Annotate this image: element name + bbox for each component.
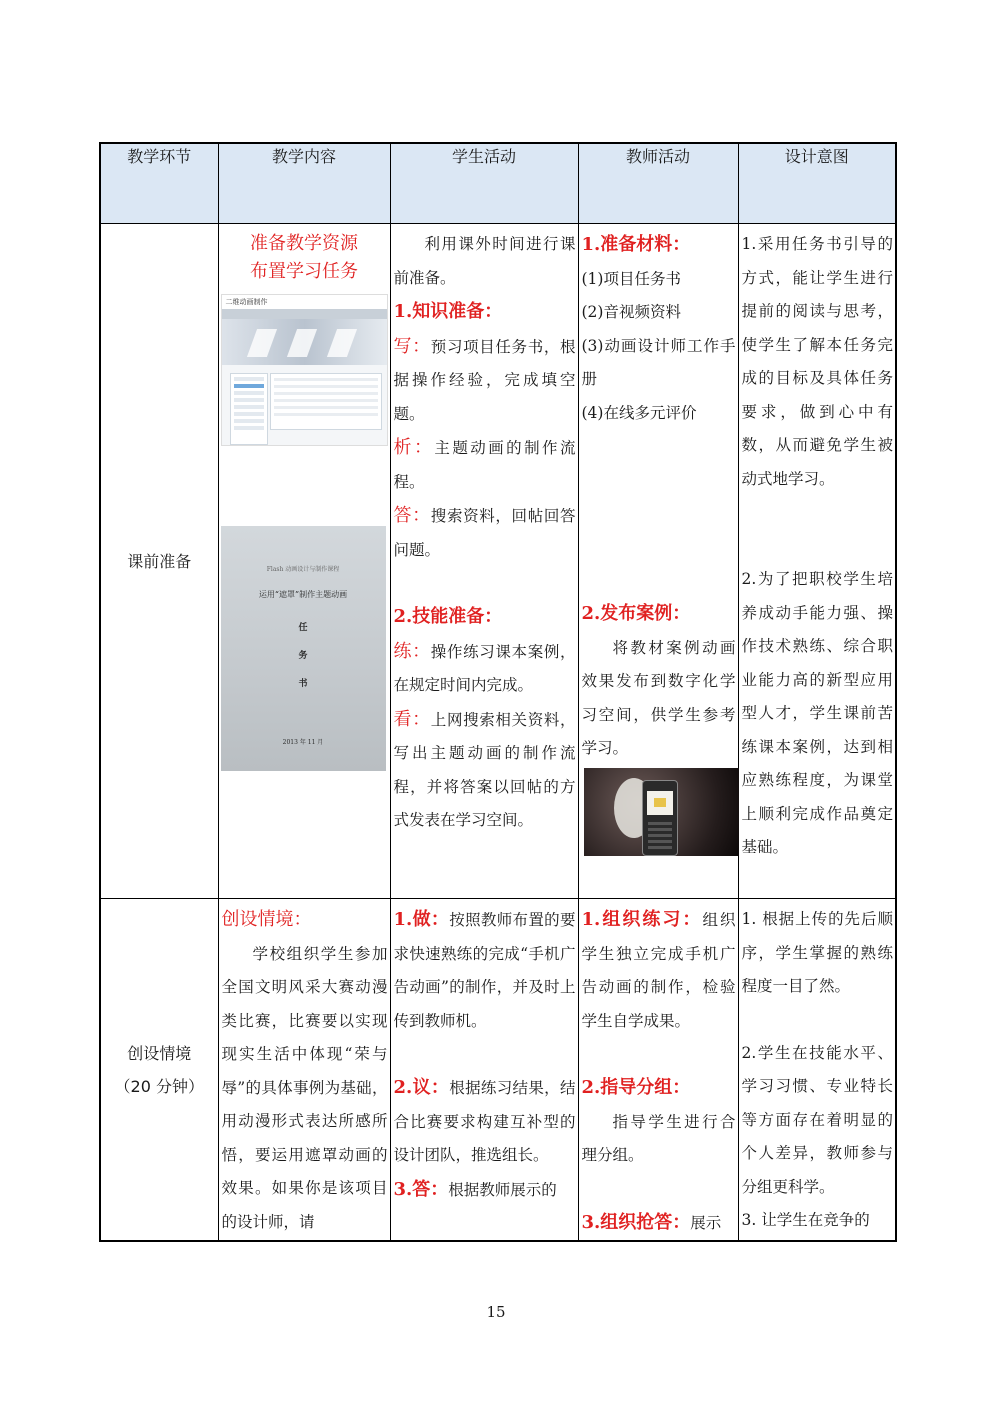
header-student-activity: 学生活动 — [390, 143, 578, 224]
header-row — [100, 143, 896, 224]
student-activity-cell: 利用课外时间进行课前准备。 1.知识准备： 写：预习项目任务书，根据操作经验，完成填空题。 析：主题动画的制作流程。 答：搜索资料，回帖回答问题。 2.技能准备： 练：操作练习课本案例，在规定时间内完成。 看：上网搜索相关资料，写出主题动画的制作流程，并将答案以回帖的方式发表在学习空间。 — [390, 224, 578, 899]
table-row — [100, 899, 896, 1242]
stage-label: 创设情境 — [127, 1043, 192, 1063]
stage-cell — [100, 899, 218, 1242]
stage-cell — [100, 224, 218, 899]
cover-subtitle: Flash 动画设计与制作课程 — [266, 566, 340, 573]
header-teacher-activity: 教师活动 — [578, 143, 738, 224]
design-intent-cell: 1. 根据上传的先后顺序，学生掌握的熟练程度一目了然。 2.学生在技能水平、学习习惯、专业特长等方面存在着明显的个人差异，教师参与分组更科学。 3. 让学生在竞争的 — [738, 899, 896, 1242]
design-intent-cell: 1.采用任务书引导的方式，能让学生进行提前的阅读与思考，使学生了解本任务完成的目标及具体任务要求，做到心中有数，从而避免学生被动式地学习。 2.为了把职校学生培养成动手能力强、操作技术熟练、综合职业能力高的新型应用型人才，学生课前苦练课本案例，达到相应熟练程度，为课堂上顺利完成作品奠定基础。 — [738, 224, 896, 899]
content-cell — [218, 224, 390, 899]
lesson-plan-table — [99, 142, 897, 1242]
content-cell: 创设情境： 学校组织学生参加全国文明风采大赛动漫类比赛，比赛要以实现现实生活中体现“荣与辱”的具体事例为基础，用动漫形式表达所感所悟，要运用遮罩动画的效果。如果你是该项目的设计师，请 — [218, 899, 390, 1242]
envelope-icon — [654, 798, 666, 807]
publish-heading: 2.发布案例： — [581, 603, 691, 624]
stage-label: 课前准备 — [127, 551, 192, 571]
learning-space-screenshot — [221, 294, 388, 446]
content-title-1: 准备教学资源 — [250, 233, 358, 254]
student-intro: 利用课外时间进行课前准备。 — [393, 235, 576, 287]
phone-ad-animation-image — [584, 768, 739, 856]
skill-heading: 2.技能准备： — [393, 606, 503, 627]
header-stage: 教学环节 — [100, 143, 218, 224]
teacher-activity-cell: 1.组织练习：组织学生独立完成手机广告动画的制作，检验学生自学成果。 2.指导分组： 指导学生进行合理分组。 3.组织抢答：展示 — [578, 899, 738, 1242]
page-number: 15 — [486, 1303, 506, 1321]
scenario-heading: 创设情境： — [221, 909, 312, 930]
student-activity-cell: 1.做：按照教师布置的要求快速熟练的完成“手机广告动画”的制作，并及时上传到教师机。 2.议：根据练习结果，结合比赛要求构建互补型的设计团队，推选组长。 3.答：根据教师展示的 — [390, 899, 578, 1242]
cover-date: 2013 年 11 月 — [282, 739, 324, 746]
header-content: 教学内容 — [218, 143, 390, 224]
stage-duration: （20 分钟） — [114, 1076, 204, 1096]
table-row — [100, 224, 896, 899]
header-design-intent: 设计意图 — [738, 143, 896, 224]
task-book-cover-photo: Flash 动画设计与制作课程 运用“遮罩”制作主题动画 任 务 书 2013 年 11 月 — [221, 526, 386, 771]
screenshot-caption: 二维动画制作 — [222, 295, 387, 309]
cover-title: 运用“遮罩”制作主题动画 — [258, 590, 348, 599]
knowledge-heading: 1.知识准备： — [393, 301, 503, 322]
materials-heading: 1.准备材料： — [581, 234, 691, 255]
content-title-2: 布置学习任务 — [250, 261, 358, 282]
teacher-activity-cell: 1.准备材料： (1)项目任务书 (2)音视频资料 (3)动画设计师工作手册 (4)在线多元评价 2.发布案例： 将教材案例动画效果发布到数字化学习空间，供学生参考学习。 — [578, 224, 738, 899]
